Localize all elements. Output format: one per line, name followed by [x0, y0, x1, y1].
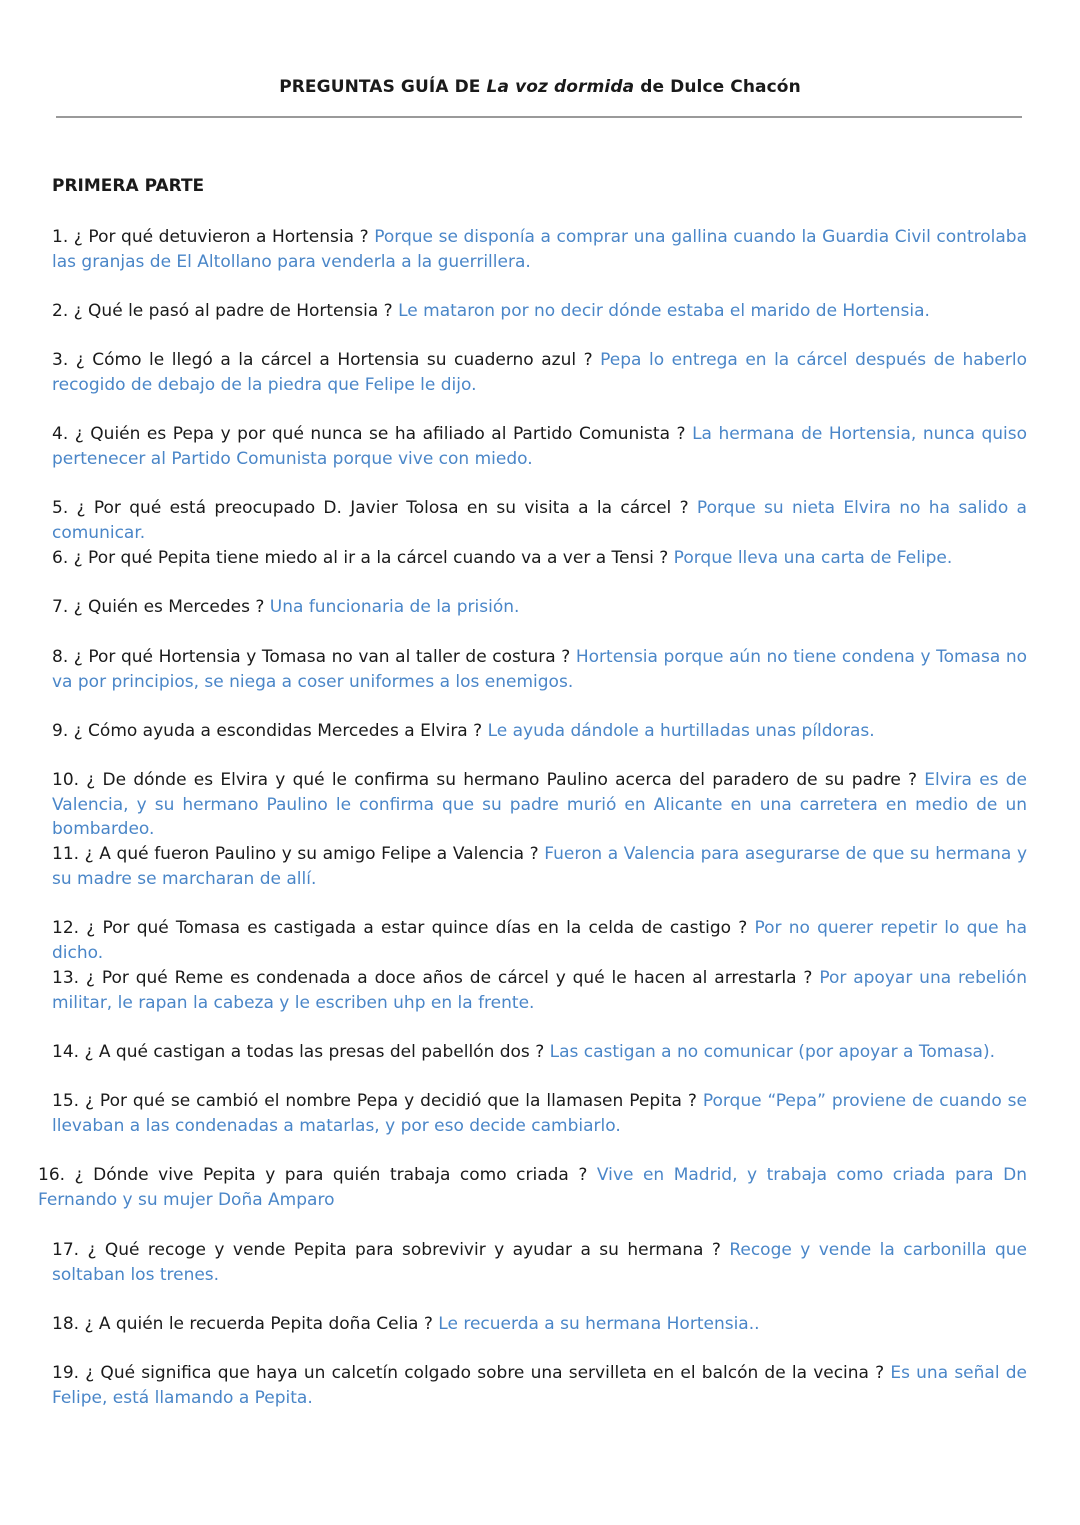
- answer-18: Le recuerda a su hermana Hortensia..: [438, 1314, 760, 1334]
- answer-12: Por no querer repetir lo que ha dicho.: [52, 918, 1027, 963]
- question-2: 2. ¿ Qué le pasó al padre de Hortensia ?: [52, 301, 399, 321]
- answer-1: Porque se disponía a comprar una gallina cuando la Guardia Civil controlaba las granjas de El Altollano para venderla a la guerrillera.: [52, 227, 1027, 272]
- answer-6: Porque lleva una carta de Felipe.: [673, 548, 953, 568]
- qa-item-14: [52, 1040, 1027, 1065]
- question-10: 10. ¿ De dónde es Elvira y qué le confirma su hermano Paulino acerca del paradero de su padre ?: [52, 770, 925, 790]
- title-suffix: de Dulce Chacón: [634, 77, 801, 97]
- answer-3: Pepa lo entrega en la cárcel después de haberlo recogido de debajo de la piedra que Felipe le dijo.: [52, 350, 1027, 395]
- question-3: 3. ¿ Cómo le llegó a la cárcel a Hortensia su cuaderno azul ?: [52, 350, 601, 370]
- title-divider: [56, 116, 1022, 118]
- qa-item-13: [52, 966, 1027, 1015]
- question-16: 16. ¿ Dónde vive Pepita y para quién trabaja como criada ?: [38, 1165, 597, 1185]
- qa-item-7: [52, 595, 1027, 620]
- answer-11: Fueron a Valencia para asegurarse de que su hermana y su madre se marcharan de allí.: [52, 844, 1027, 889]
- qa-item-3: [52, 348, 1027, 397]
- answer-5: Porque su nieta Elvira no ha salido a comunicar.: [52, 498, 1027, 543]
- question-4: 4. ¿ Quién es Pepa y por qué nunca se ha afiliado al Partido Comunista ?: [52, 424, 693, 444]
- question-15: 15. ¿ Por qué se cambió el nombre Pepa y decidió que la llamasen Pepita ?: [52, 1091, 703, 1111]
- qa-item-9: [52, 719, 1027, 744]
- qa-item-5: [52, 496, 1027, 545]
- question-5: 5. ¿ Por qué está preocupado D. Javier Tolosa en su visita a la cárcel ?: [52, 498, 697, 518]
- qa-item-6: [52, 546, 1027, 571]
- question-18: 18. ¿ A quién le recuerda Pepita doña Celia ?: [52, 1314, 439, 1334]
- question-19: 19. ¿ Qué significa que haya un calcetín colgado sobre una servilleta en el balcón de la vecina ?: [52, 1363, 891, 1383]
- question-6: 6. ¿ Por qué Pepita tiene miedo al ir a la cárcel cuando va a ver a Tensi ?: [52, 548, 674, 568]
- answer-19: Es una señal de Felipe, está llamando a Pepita.: [52, 1363, 1027, 1408]
- question-8: 8. ¿ Por qué Hortensia y Tomasa no van al taller de costura ?: [52, 647, 576, 667]
- question-11: 11. ¿ A qué fueron Paulino y su amigo Felipe a Valencia ?: [52, 844, 545, 864]
- answer-17: Recoge y vende la carbonilla que soltaban los trenes.: [52, 1240, 1027, 1285]
- question-17: 17. ¿ Qué recoge y vende Pepita para sobrevivir y ayudar a su hermana ?: [52, 1240, 730, 1260]
- question-12: 12. ¿ Por qué Tomasa es castigada a estar quince días en la celda de castigo ?: [52, 918, 755, 938]
- qa-item-4: [52, 422, 1027, 471]
- qa-item-17: [52, 1238, 1027, 1287]
- qa-item-11: [52, 842, 1027, 891]
- title-book-name: La voz dormida: [486, 77, 635, 97]
- qa-item-18: [52, 1312, 1027, 1337]
- question-7: 7. ¿ Quién es Mercedes ?: [52, 597, 270, 617]
- answer-13: Por apoyar una rebelión militar, le rapan la cabeza y le escriben uhp en la frente.: [52, 968, 1027, 1013]
- answer-16: Vive en Madrid, y trabaja como criada para Dn Fernando y su mujer Doña Amparo: [38, 1165, 1027, 1210]
- answer-7: Una funcionaria de la prisión.: [269, 597, 520, 617]
- section-heading: PRIMERA PARTE: [52, 176, 205, 196]
- qa-item-16: [38, 1163, 1027, 1212]
- answer-4: La hermana de Hortensia, nunca quiso pertenecer al Partido Comunista porque vive con miedo.: [52, 424, 1028, 469]
- answer-14: Las castigan a no comunicar (por apoyar a Tomasa).: [549, 1042, 996, 1062]
- question-13: 13. ¿ Por qué Reme es condenada a doce años de cárcel y qué le hacen al arrestarla ?: [52, 968, 820, 988]
- qa-item-1: [52, 225, 1027, 274]
- answer-15: Porque “Pepa” proviene de cuando se llevaban a las condenadas a matarlas, y por eso decide cambiarlo.: [52, 1091, 1027, 1136]
- qa-item-19: [52, 1361, 1027, 1410]
- answer-8: Hortensia porque aún no tiene condena y Tomasa no va por principios, se niega a coser uniformes a los enemigos.: [52, 647, 1027, 692]
- answer-10: Elvira es de Valencia, y su hermano Paulino le confirma que su padre murió en Alicante en una carretera en medio de un bombardeo.: [52, 770, 1028, 839]
- question-14: 14. ¿ A qué castigan a todas las presas del pabellón dos ?: [52, 1042, 550, 1062]
- title-prefix: PREGUNTAS GUÍA DE: [279, 77, 487, 97]
- qa-item-2: [52, 299, 1027, 324]
- qa-item-8: [52, 645, 1027, 694]
- answer-9: Le ayuda dándole a hurtilladas unas píldoras.: [487, 721, 875, 741]
- qa-item-12: [52, 916, 1027, 965]
- qa-item-10: [52, 768, 1027, 842]
- answer-2: Le mataron por no decir dónde estaba el marido de Hortensia.: [398, 301, 930, 321]
- question-1: 1. ¿ Por qué detuvieron a Hortensia ?: [52, 227, 375, 247]
- question-9: 9. ¿ Cómo ayuda a escondidas Mercedes a Elvira ?: [52, 721, 488, 741]
- qa-item-15: [52, 1089, 1027, 1138]
- document-title: [0, 77, 1080, 97]
